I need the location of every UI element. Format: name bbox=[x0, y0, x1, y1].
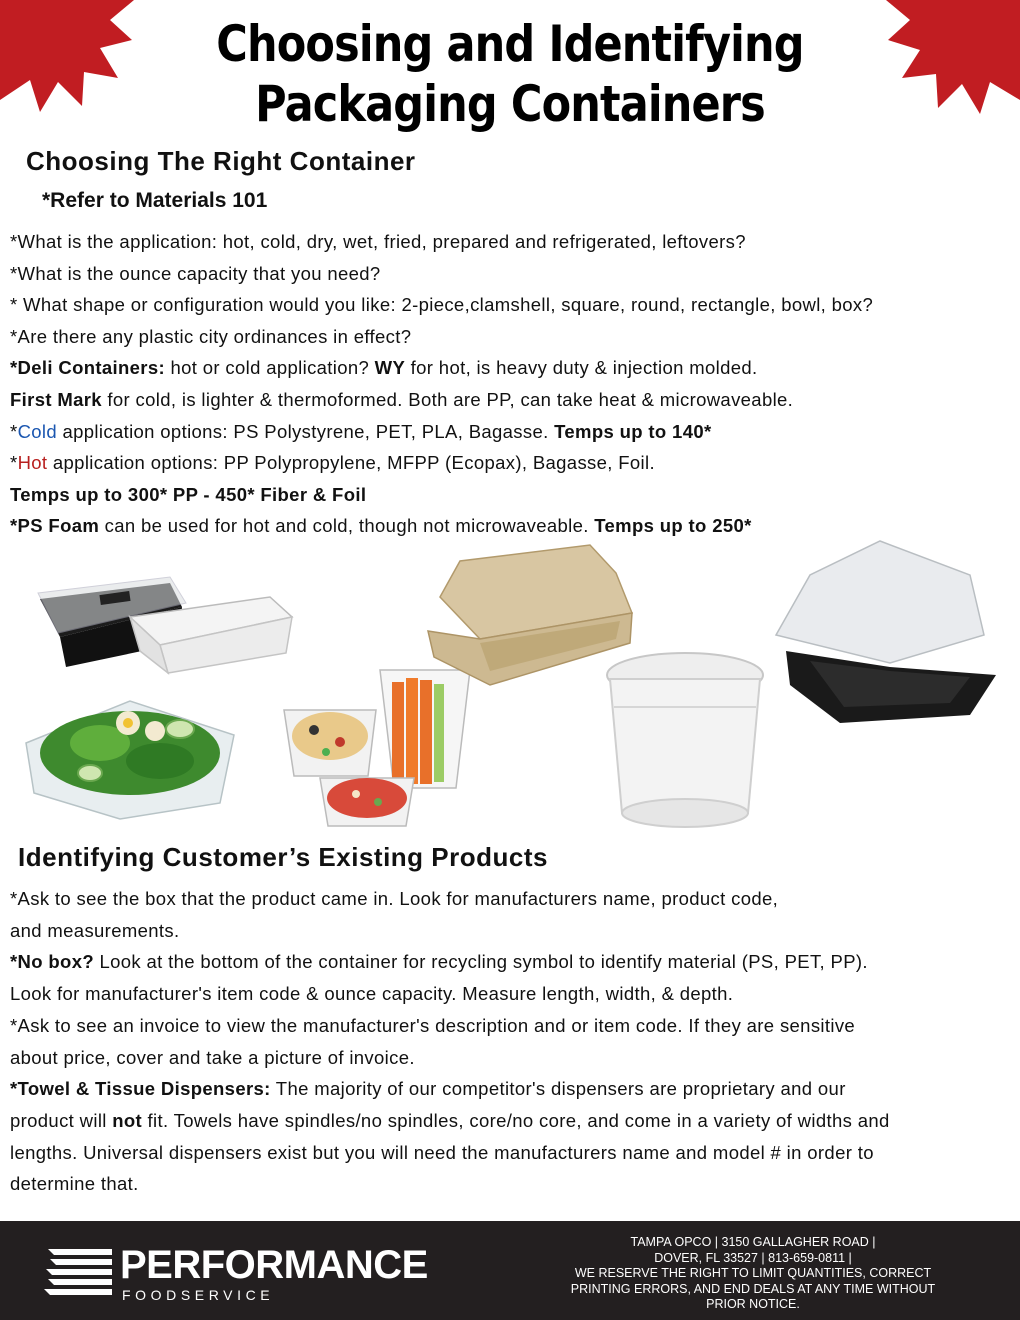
deli-label: *Deli Containers: bbox=[10, 357, 166, 379]
footer-info-line-2: DOVER, FL 33527 | 813-659-0811 | bbox=[654, 1250, 852, 1265]
foam-text: can be used for hot and cold, though not microwaveable. bbox=[99, 515, 595, 537]
towel-not: not bbox=[112, 1109, 143, 1131]
hot-prefix: * bbox=[10, 452, 18, 474]
no-box-text: Look at the bottom of the container for recycling symbol to identify material (PS, PET, PP). bbox=[94, 951, 868, 973]
cold-prefix: * bbox=[10, 420, 18, 442]
box-line-2: and measurements. bbox=[10, 919, 180, 941]
hot-line bbox=[10, 447, 1010, 479]
footer-info-line-5: PRIOR NOTICE. bbox=[706, 1297, 800, 1311]
invoice-line-2: about price, cover and take a picture of invoice. bbox=[10, 1046, 415, 1068]
deli-text-2: for hot, is heavy duty & injection molded. bbox=[405, 357, 758, 379]
question-ounce: *What is the ounce capacity that you need? bbox=[10, 262, 381, 284]
cold-line bbox=[10, 416, 1010, 448]
choosing-heading: Choosing The Right Container bbox=[26, 146, 416, 176]
page-title-line-2: Packaging Containers bbox=[255, 75, 765, 133]
hot-word: Hot bbox=[17, 452, 48, 474]
cold-word: Cold bbox=[17, 420, 58, 442]
deli-text-1: hot or cold application? bbox=[165, 357, 375, 379]
question-ordinances: *Are there any plastic city ordinances in effect? bbox=[10, 325, 412, 347]
logo-word: PERFORMANCE bbox=[120, 1243, 428, 1287]
identifying-text bbox=[10, 883, 1010, 1200]
deli-wy: WY bbox=[374, 357, 406, 379]
towel-text-2b: fit. Towels have spindles/no spindles, core/no core, and come in a variety of widths and bbox=[142, 1109, 890, 1131]
performance-foodservice-logo bbox=[44, 1243, 444, 1303]
page-title-line-1: Choosing and Identifying bbox=[216, 15, 804, 73]
footer-info-line-4: PRINTING ERRORS, AND END DEALS AT ANY TIME WITHOUT bbox=[570, 1281, 936, 1296]
towel-line-3: lengths. Universal dispensers exist but you will need the manufacturers name and model # in order to bbox=[10, 1141, 874, 1163]
towel-line-1 bbox=[10, 1073, 1010, 1105]
footer bbox=[0, 1221, 1020, 1320]
question-application: *What is the application: hot, cold, dry, wet, fried, prepared and refrigerated, leftovers? bbox=[10, 231, 746, 252]
product-photos bbox=[0, 535, 1020, 835]
towel-line-4: determine that. bbox=[10, 1173, 139, 1195]
identifying-heading: Identifying Customer’s Existing Products bbox=[18, 842, 548, 872]
towel-label: *Towel & Tissue Dispensers: bbox=[10, 1078, 271, 1100]
deli-containers-line bbox=[10, 352, 1010, 384]
logo-stripes-icon bbox=[44, 1247, 116, 1297]
hot-temps: Temps up to 300* PP - 450* Fiber & Foil bbox=[10, 483, 367, 505]
foam-label: *PS Foam bbox=[10, 515, 100, 537]
no-box-line bbox=[10, 946, 1010, 978]
footer-info-line-1: TAMPA OPCO | 3150 GALLAGHER ROAD | bbox=[630, 1235, 876, 1249]
box-line-1: *Ask to see the box that the product came in. Look for manufacturers name, product code, bbox=[10, 888, 779, 909]
invoice-line-1: *Ask to see an invoice to view the manufacturer's description and or item code. If they are sensitive bbox=[10, 1014, 856, 1036]
choosing-text bbox=[10, 226, 1010, 542]
no-box-label: *No box? bbox=[10, 951, 94, 973]
logo-sub: FOODSERVICE bbox=[122, 1287, 275, 1303]
choosing-subheading: *Refer to Materials 101 bbox=[42, 189, 268, 212]
cold-temps: Temps up to 140* bbox=[554, 420, 712, 442]
first-mark-line bbox=[10, 384, 1010, 416]
towel-line-2 bbox=[10, 1105, 1010, 1137]
first-mark-label: First Mark bbox=[10, 388, 102, 410]
footer-info bbox=[548, 1235, 958, 1313]
page-title bbox=[71, 14, 948, 134]
footer-info-line-3: WE RESERVE THE RIGHT TO LIMIT QUANTITIES, CORRECT bbox=[574, 1266, 932, 1280]
foam-temps: Temps up to 250* bbox=[594, 515, 752, 537]
hot-text: application options: PP Polypropylene, MFPP (Ecopax), Bagasse, Foil. bbox=[47, 452, 655, 474]
question-shape: * What shape or configuration would you like: 2-piece,clamshell, square, round, rectangle, bowl, box? bbox=[10, 294, 874, 316]
towel-text-1: The majority of our competitor's dispensers are proprietary and our bbox=[270, 1078, 846, 1100]
towel-text-2a: product will bbox=[10, 1109, 113, 1131]
first-mark-text: for cold, is lighter & thermoformed. Both are PP, can take heat & microwaveable. bbox=[101, 388, 794, 410]
no-box-line-2: Look for manufacturer's item code & ounce capacity. Measure length, width, & depth. bbox=[10, 983, 734, 1005]
cold-text: application options: PS Polystyrene, PET, PLA, Bagasse. bbox=[57, 420, 555, 442]
